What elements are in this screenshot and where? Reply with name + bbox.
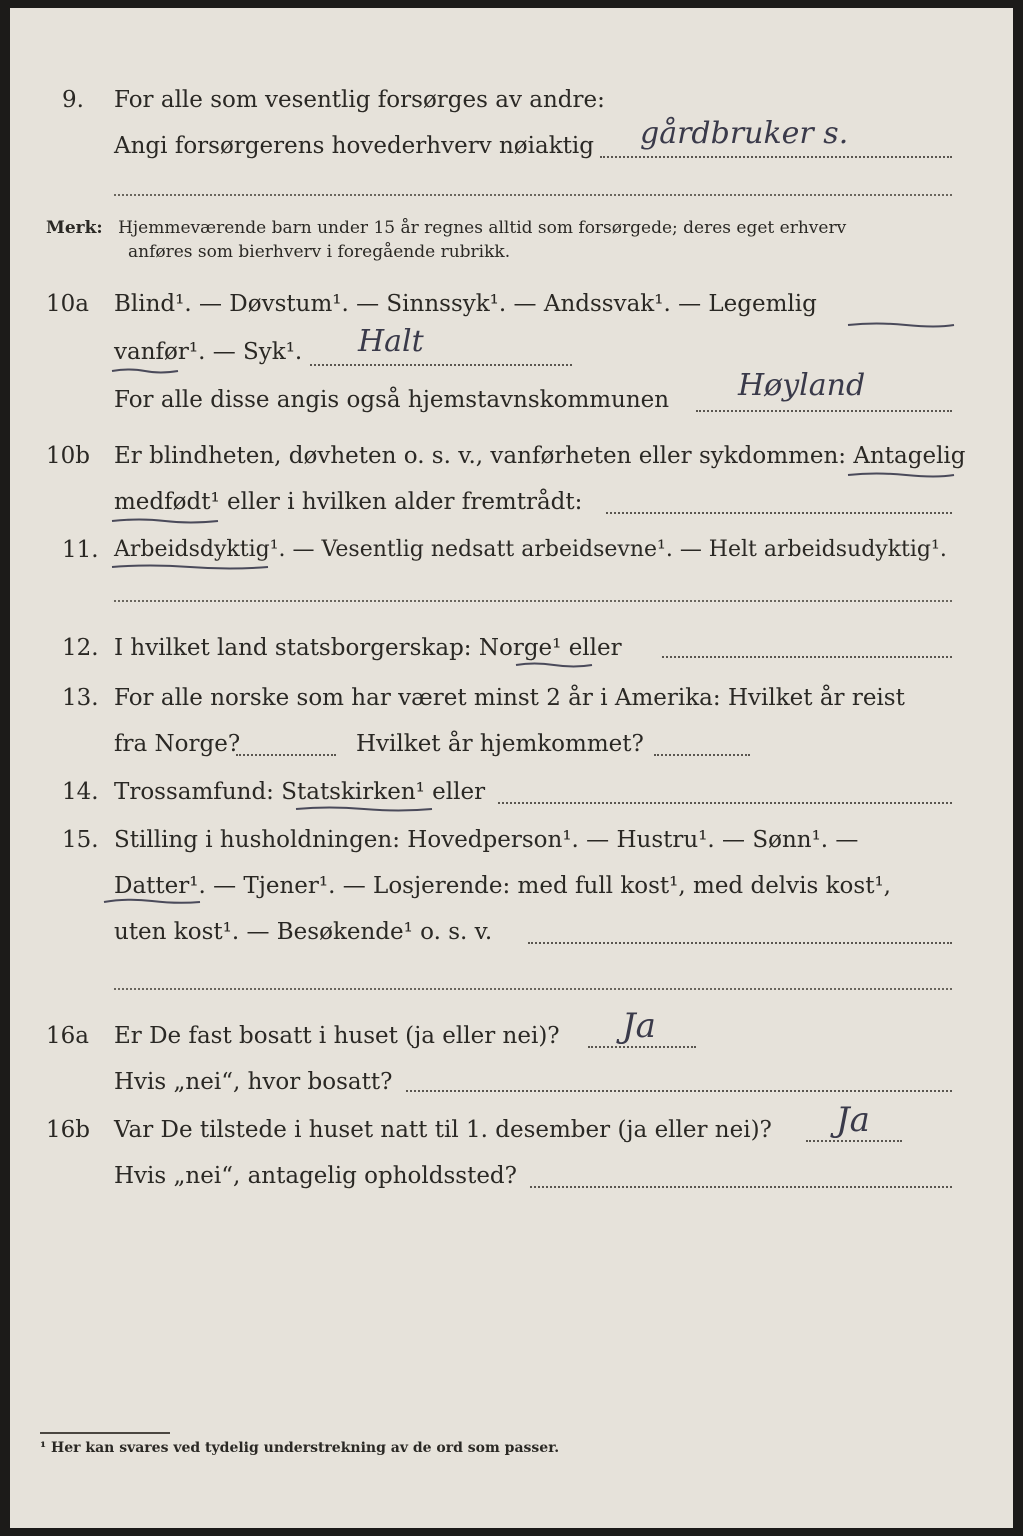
q12-number: 12. [62,635,99,661]
q10a-vanfor-underline [110,368,180,374]
q16a-answer-line [588,1046,696,1048]
q9-extra-line [114,194,952,196]
q13-reist-line [236,754,336,756]
q9-number: 9. [62,87,84,113]
footnote: ¹ Her kan svares ved tydelig understrekning av de ord som passer. [40,1440,560,1456]
q16b-answer-line [806,1140,902,1142]
q16a-line2: Hvis „nei“, hvor bosatt? [114,1069,393,1095]
q10a-legemlig-underline [846,322,956,328]
q15-number: 15. [62,827,99,853]
q10a-syk-answer: Halt [358,324,424,359]
merk-text1: Hjemmeværende barn under 15 år regnes alltid som forsørgede; deres eget erhverv [118,218,847,238]
q10b-antagelig-underline [846,472,956,478]
q13-line2b: Hvilket år hjemkommet? [356,731,644,757]
q13-hjemkommet-line [654,754,750,756]
q16b-line1: Var De tilstede i huset natt til 1. desember (ja eller nei)? [114,1117,772,1143]
q16b-opholdssted-line [530,1186,952,1188]
q16b-line2: Hvis „nei“, antagelig opholdssted? [114,1163,517,1189]
q13-number: 13. [62,685,99,711]
q16b-number: 16b [46,1117,90,1143]
q9-answer-line [600,156,952,158]
q10b-line2: medfødt¹ eller i hvilken alder fremtrådt: [114,489,583,515]
q13-line1: For alle norske som har været minst 2 år i Amerika: Hvilket år reist [114,685,905,711]
q16a-bosatt-line [406,1090,952,1092]
q13-line2a: fra Norge? [114,731,241,757]
merk-text2: anføres som bierhverv i foregående rubrikk. [128,242,511,262]
q15-line2: Datter¹. — Tjener¹. — Losjerende: med full kost¹, med delvis kost¹, [114,873,891,899]
q15-line3: uten kost¹. — Besøkende¹ o. s. v. [114,919,493,945]
q14-number: 14. [62,779,99,805]
q15-extra-line [114,988,952,990]
q11-extra-line [114,600,952,602]
q10b-number: 10b [46,443,90,469]
census-form-page [10,8,1013,1528]
q16a-answer: Ja [622,1006,656,1046]
q14-statskirken-underline [294,806,434,812]
q10a-kommune-answer: Høyland [738,368,866,403]
q10a-number: 10a [46,291,89,317]
q15-answer-line [528,942,952,944]
q16b-answer: Ja [836,1100,870,1140]
q9-handwritten-answer: gårdbruker s. [640,116,849,151]
footnote-rule [40,1432,170,1434]
q10a-line3: For alle disse angis også hjemstavnskommunen [114,387,670,413]
q11-number: 11. [62,537,99,563]
q15-line1: Stilling i husholdningen: Hovedperson¹. — Hustru¹. — Sønn¹. — [114,827,859,853]
q9-line2: Angi forsørgerens hovederhverv nøiaktig [114,133,594,159]
q12-answer-line [662,656,952,658]
q10b-medfodt-underline [110,518,220,524]
q10a-kommune-line [696,410,952,412]
q16a-line1: Er De fast bosatt i huset (ja eller nei)? [114,1023,560,1049]
q10a-line1: Blind¹. — Døvstum¹. — Sinnssyk¹. — Andssvak¹. — Legemlig [114,291,817,317]
q15-datter-underline [102,898,202,904]
q12-norge-underline [514,662,594,668]
q11-line1: Arbeidsdyktig¹. — Vesentlig nedsatt arbeidsevne¹. — Helt arbeidsudyktig¹. [114,537,947,562]
merk-line1 [46,216,846,240]
q14-answer-line [498,802,952,804]
q9-line1: For alle som vesentlig forsørges av andre: [114,87,605,113]
q10a-line2: vanfør¹. — Syk¹. [114,339,303,365]
q10a-syk-line [310,364,572,366]
merk-label: Merk: [46,218,103,238]
q12-line1: I hvilket land statsborgerskap: Norge¹ eller [114,635,622,661]
q11-arbeidsdyktig-underline [110,564,270,570]
q14-line1: Trossamfund: Statskirken¹ eller [114,779,486,805]
q16a-number: 16a [46,1023,89,1049]
q10b-answer-line [606,512,952,514]
q10b-line1: Er blindheten, døvheten o. s. v., vanførheten eller sykdommen: Antagelig [114,443,966,469]
